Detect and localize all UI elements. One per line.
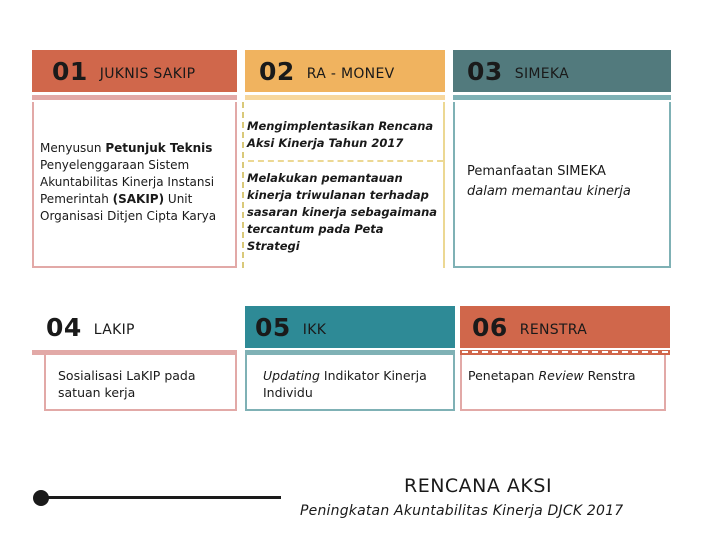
card-02-header: [245, 50, 445, 92]
card-04-number: 04: [46, 312, 82, 342]
card-03-body: Pemanfaatan SIMEKA dalam memantau kinerja: [453, 102, 671, 268]
card-06-number: 06: [472, 312, 508, 342]
card-02-activity-1: Mengimplentasikan Rencana Aksi Kinerja Tahun 2017: [247, 119, 434, 150]
card-03-accent-strip: [453, 95, 671, 100]
card-02-body: [245, 102, 445, 268]
card-01-title: JUKNIS SAKIP: [99, 66, 196, 82]
card-05-number: 05: [255, 312, 291, 342]
timeline-line: [45, 496, 281, 499]
footer-title: RENCANA AKSI: [404, 475, 553, 497]
card-06-title: RENSTRA: [519, 322, 588, 338]
card-05-title: IKK: [302, 322, 327, 338]
card-02-left-divider: [242, 102, 244, 268]
footer-subtitle: Peningkatan Akuntabilitas Kinerja DJCK 2017: [300, 503, 624, 519]
card-06-body: Penetapan Review Renstra: [460, 355, 666, 411]
card-02-middle-divider: [248, 160, 443, 162]
card-04-header: [32, 306, 237, 348]
card-01-header: [32, 50, 237, 92]
card-02-number: 02: [259, 56, 295, 86]
card-02-accent-strip: [245, 95, 445, 100]
card-05-body: Updating Indikator Kinerja Individu: [245, 355, 455, 411]
card-04-title: LAKIP: [93, 322, 135, 338]
card-01-accent-strip: [32, 95, 237, 100]
card-06-dashed-line: [462, 351, 668, 353]
card-01-body: Menyusun Petunjuk Teknis Penyelenggaraan Sistem Akuntabilitas Kinerja Instansi Pemerintah (SAKIP) Unit Organisasi Ditjen Cipta Karya: [32, 102, 237, 268]
card-04-body: Sosialisasi LaKIP pada satuan kerja: [44, 355, 237, 411]
card-02-activity-2: Melakukan pemantauan kinerja triwulanan terhadap sasaran kinerja sebagaimana tercantum pada Peta Strategi: [247, 171, 438, 253]
card-01-number: 01: [52, 56, 88, 86]
card-03-number: 03: [467, 56, 503, 86]
card-03-title: SIMEKA: [514, 66, 570, 82]
card-06-header: [460, 306, 670, 348]
card-03-header: [453, 50, 671, 92]
card-05-header: [245, 306, 455, 348]
card-02-title: RA - MONEV: [306, 66, 395, 82]
